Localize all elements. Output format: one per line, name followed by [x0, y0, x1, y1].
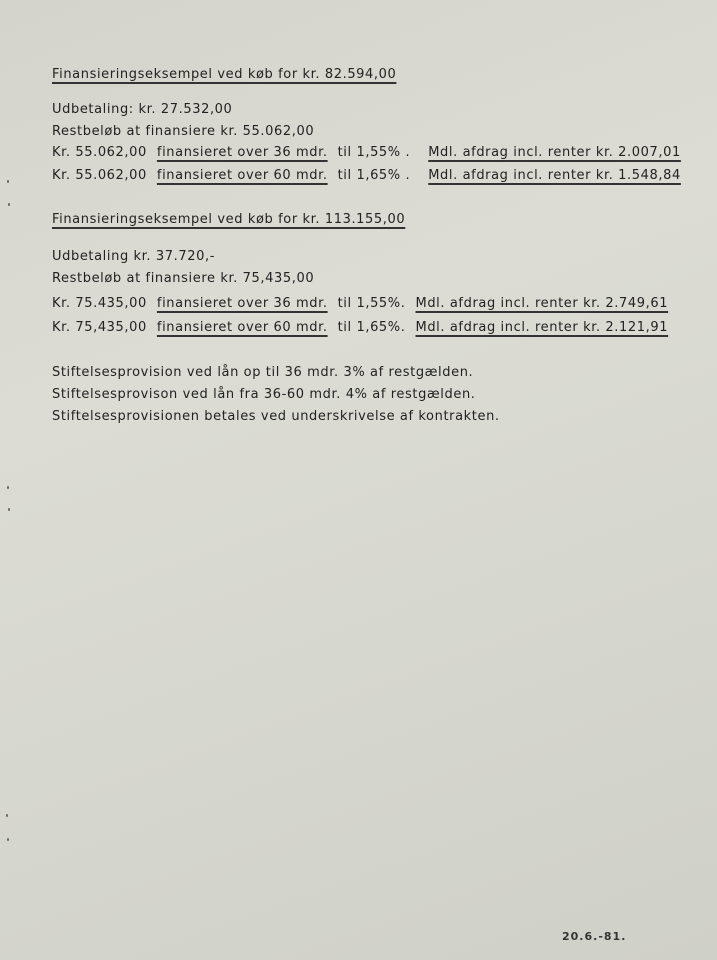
section1-row1-monthly: Mdl. afdrag incl. renter kr. 2.007,01 — [428, 145, 681, 160]
section2-row1-amount: Kr. 75.435,00 — [52, 296, 147, 311]
section1-row2-rate: til 1,65% . — [337, 168, 411, 183]
section2-row1-rate: til 1,55%. — [337, 296, 406, 311]
paper-speck — [8, 203, 10, 206]
paper-speck — [7, 180, 9, 183]
section1-payment: Udbetaling: kr. 27.532,00 — [52, 102, 233, 117]
section1-row1-amount: Kr. 55.062,00 — [52, 145, 147, 160]
section1-row2-amount: Kr. 55.062,00 — [52, 168, 147, 183]
paper-speck — [6, 814, 8, 817]
section2-remaining: Restbeløb at finansiere kr. 75,435,00 — [52, 271, 315, 286]
section2-row1 — [52, 296, 668, 312]
section1-row2 — [52, 168, 681, 184]
section1-heading: Finansieringseksempel ved køb for kr. 82.594,00 — [52, 67, 397, 82]
section2-row2-monthly: Mdl. afdrag incl. renter kr. 2.121,91 — [415, 320, 669, 335]
section1-remaining: Restbeløb at finansiere kr. 55.062,00 — [52, 124, 315, 139]
section2-row2 — [52, 320, 668, 336]
section2-heading: Finansieringseksempel ved køb for kr. 113.155,00 — [52, 212, 406, 227]
note-line: Stiftelsesprovision ved lån op til 36 mdr. 3% af restgælden. — [52, 365, 474, 380]
section2-payment: Udbetaling kr. 37.720,- — [52, 249, 215, 264]
section1-row2-monthly: Mdl. afdrag incl. renter kr. 1.548,84 — [428, 168, 681, 183]
section1-row1-rate: til 1,55% . — [337, 145, 411, 160]
document-date: 20.6.-81. — [562, 930, 627, 943]
section2-row2-amount: Kr. 75,435,00 — [52, 320, 147, 335]
paper-speck — [8, 508, 10, 511]
section1-row2-term: finansieret over 60 mdr. — [156, 168, 328, 183]
paper-speck — [7, 486, 9, 489]
section2-row1-term: finansieret over 36 mdr. — [156, 296, 328, 311]
section2-row2-rate: til 1,65%. — [337, 320, 406, 335]
section1-row1-term: finansieret over 36 mdr. — [156, 145, 328, 160]
note-line: Stiftelsesprovison ved lån fra 36-60 mdr. 4% af restgælden. — [52, 387, 476, 402]
section2-row2-term: finansieret over 60 mdr. — [156, 320, 328, 335]
section1-row1 — [52, 145, 681, 161]
section2-row1-monthly: Mdl. afdrag incl. renter kr. 2.749,61 — [415, 296, 669, 311]
paper-speck — [7, 838, 9, 841]
note-line: Stiftelsesprovisionen betales ved underskrivelse af kontrakten. — [52, 409, 500, 424]
